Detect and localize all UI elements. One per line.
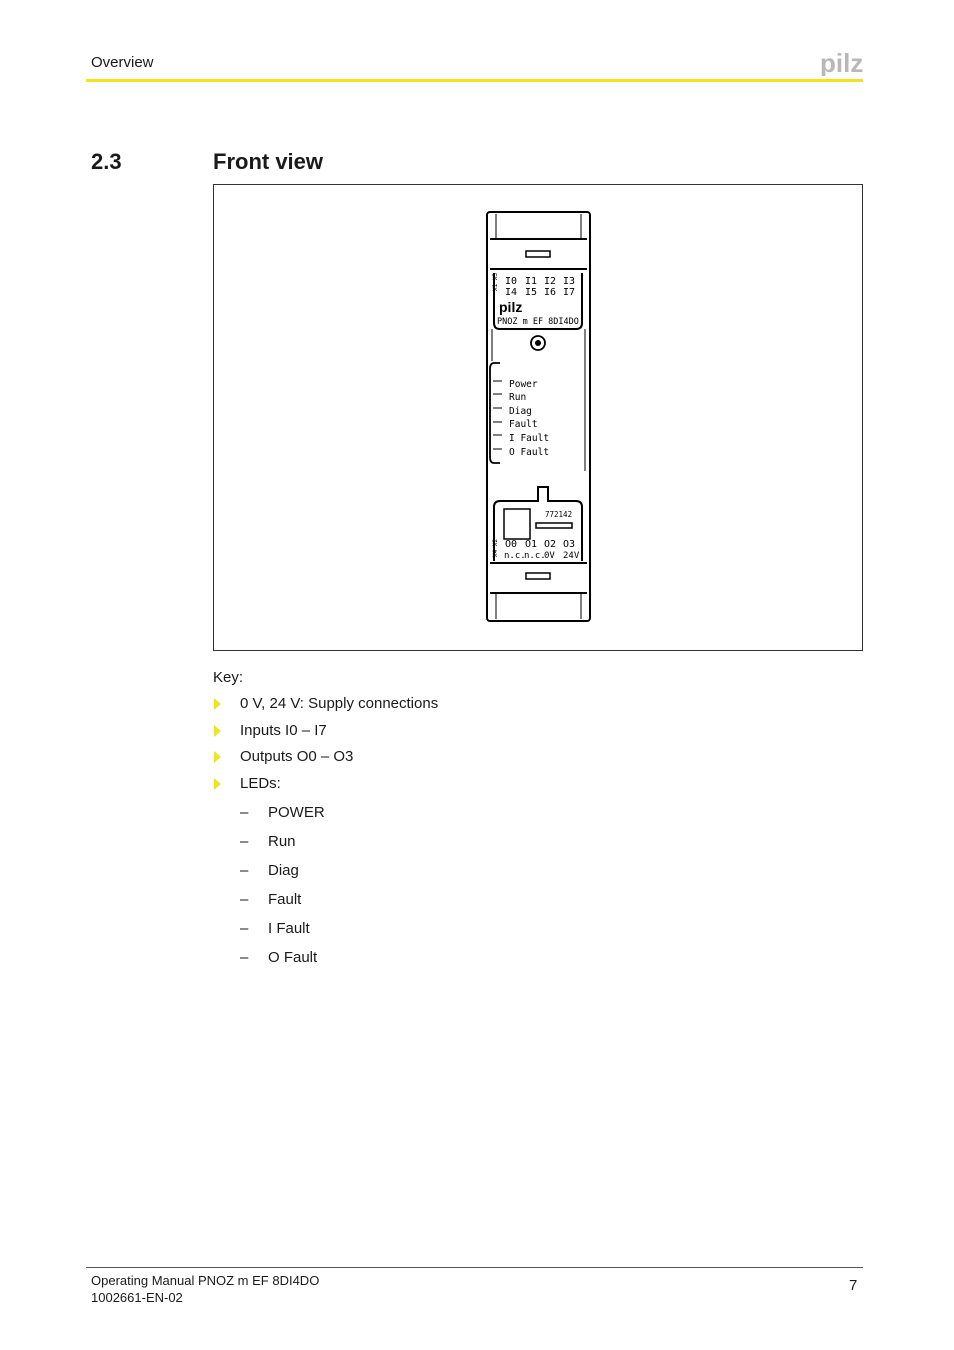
terminal-O3: O3 — [563, 539, 576, 550]
device-led-diag: Diag — [509, 406, 532, 417]
terminal-I3: I3 — [563, 276, 576, 287]
svg-text:pilz: pilz — [820, 48, 864, 76]
front-view-figure — [213, 184, 863, 651]
triangle-bullet-icon — [214, 751, 221, 763]
terminal-I2: I2 — [544, 276, 557, 287]
terminal-I1: I1 — [525, 276, 538, 287]
terminal-I0: I0 — [505, 276, 518, 287]
key-label: Key: — [213, 669, 244, 686]
footer-manual-title: Operating Manual PNOZ m EF 8DI4DO — [91, 1273, 320, 1288]
terminal-O0: O0 — [505, 539, 518, 550]
terminal-O2: O2 — [544, 539, 557, 550]
terminal-O1: O1 — [525, 539, 538, 550]
device-front-drawing — [486, 211, 592, 623]
terminal-I4: I4 — [505, 287, 518, 298]
device-brand: pilz — [499, 299, 523, 315]
pilz-logo — [820, 48, 864, 81]
device-serial: 772142 — [545, 510, 573, 519]
header-rule — [86, 79, 863, 82]
terminal-0v: 0V — [544, 551, 555, 561]
triangle-bullet-icon — [214, 698, 221, 710]
section-title: Front view — [213, 149, 324, 174]
terminal-I7: I7 — [563, 287, 576, 298]
device-led-fault: Fault — [509, 419, 538, 430]
terminal-bottom-side-label: X4 X2 — [492, 538, 499, 557]
terminal-nc-1: n.c. — [504, 551, 526, 561]
terminal-I5: I5 — [525, 287, 538, 298]
device-led-run: Run — [509, 392, 527, 403]
footer-rule — [86, 1267, 863, 1268]
triangle-bullet-icon — [214, 778, 221, 790]
terminal-I6: I6 — [544, 287, 557, 298]
header-section-title: Overview — [91, 54, 154, 71]
page-number: 7 — [849, 1277, 858, 1294]
device-led-o-fault: O Fault — [509, 447, 550, 458]
device-model: PNOZ m EF 8DI4DO — [497, 317, 579, 327]
terminal-24v: 24V — [563, 551, 580, 561]
triangle-bullet-icon — [214, 725, 221, 737]
footer-doc-number: 1002661-EN-02 — [91, 1290, 183, 1305]
device-led-i-fault: I Fault — [509, 433, 550, 444]
section-number: 2.3 — [91, 149, 122, 174]
terminal-nc-2: n.c. — [524, 551, 546, 561]
terminal-top-side-label: X1 X3 — [492, 272, 499, 291]
device-led-power: Power — [509, 379, 538, 390]
